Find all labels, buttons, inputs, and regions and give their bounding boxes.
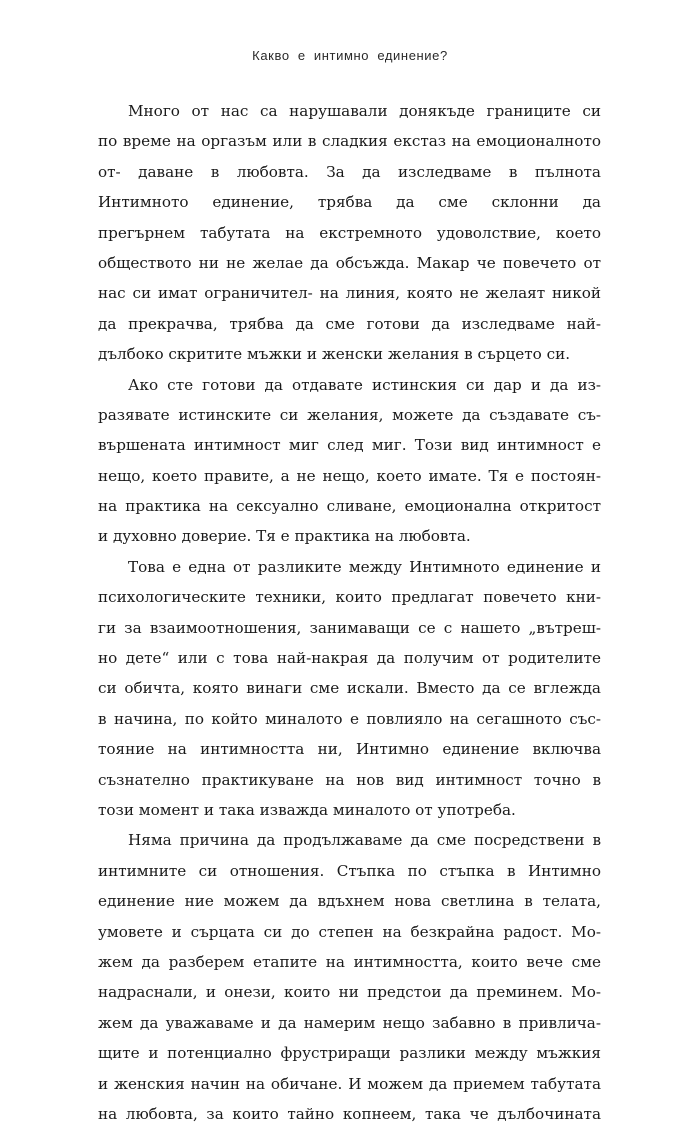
text-line: Много от нас са нарушавали донякъде границите си bbox=[128, 102, 601, 120]
text-line: Ако сте готови да отдавате истинския си дар и да из- bbox=[128, 375, 601, 394]
text-line: на практика на сексуално сливане, емоционална откритост bbox=[98, 497, 601, 516]
text-line: но дете“ или с това най-накрая да получим от родителите bbox=[98, 649, 601, 668]
text-line: съзнателно практикуване на нов вид интимност точно в bbox=[98, 770, 601, 789]
text-line: жем да уважаваме и да намерим нещо забавно в привлича- bbox=[98, 1013, 601, 1032]
text-line: нещо, което правите, а не нещо, което имате. Тя е постоян- bbox=[98, 466, 601, 485]
body-text bbox=[98, 96, 601, 1129]
text-line: Няма причина да продължаваме да сме посредствени в bbox=[128, 831, 601, 850]
text-line: единение ние можем да вдъхнем нова светлина в телата, bbox=[98, 892, 601, 911]
text-line: на любовта, за които тайно копнеем, така че дълбочината bbox=[98, 1104, 601, 1123]
running-header: Какво е интимно единение? bbox=[252, 48, 448, 63]
text-line: по време на оргазъм или в сладкия екстаз на емоционалното bbox=[98, 132, 601, 151]
text-line: този момент и така изважда миналото от употреба. bbox=[98, 800, 516, 819]
text-line: щите и потенциално фрустриращи разлики между мъжкия bbox=[98, 1044, 601, 1063]
text-line: нас си имат ограничител- на линия, която не желаят никой bbox=[98, 284, 601, 303]
text-line: вършената интимност миг след миг. Този вид интимност е bbox=[98, 436, 601, 455]
text-line: умовете и сърцата си до степен на безкрайна радост. Мо- bbox=[98, 922, 601, 941]
text-line: и духовно доверие. Тя е практика на любовта. bbox=[98, 527, 471, 546]
text-line: разявате истинските си желания, можете да създавате съ- bbox=[98, 405, 601, 424]
text-line: в начина, по който миналото е повлияло на сегашното със- bbox=[98, 709, 601, 728]
text-line: от- даване в любовта. За да изследваме в пълнота bbox=[98, 162, 601, 181]
text-line: тояние на интимността ни, Интимно единение включва bbox=[98, 740, 601, 759]
text-line: надраснали, и онези, които ни предстои да преминем. Мо- bbox=[98, 983, 601, 1002]
text-line: да прекрачва, трябва да сме готови да изследваме най- bbox=[98, 314, 601, 333]
text-line: Това е една от разликите между Интимното единение и bbox=[128, 557, 601, 576]
text-line: жем да разберем етапите на интимността, които вече сме bbox=[98, 952, 601, 971]
text-line: обществото ни не желае да обсъжда. Макар че повечето от bbox=[98, 253, 601, 272]
text-line: интимните си отношения. Стъпка по стъпка в Интимно bbox=[98, 861, 601, 880]
text-line: и женския начин на обичане. И можем да приемем табутата bbox=[98, 1074, 601, 1093]
text-line: прегърнем табутата на екстремното удоволствие, което bbox=[98, 223, 601, 242]
text-line: дълбоко скритите мъжки и женски желания в сърцето си. bbox=[98, 345, 571, 364]
text-line: си обичта, която винаги сме искали. Вместо да се вглежда bbox=[98, 679, 601, 698]
text-line: ги за взаимоотношения, занимаващи се с нашето „вътреш- bbox=[98, 618, 601, 637]
text-line: Интимното единение, трябва да сме склонни да bbox=[98, 193, 601, 212]
text-line: психологическите техники, които предлагат повечето кни- bbox=[98, 588, 601, 607]
